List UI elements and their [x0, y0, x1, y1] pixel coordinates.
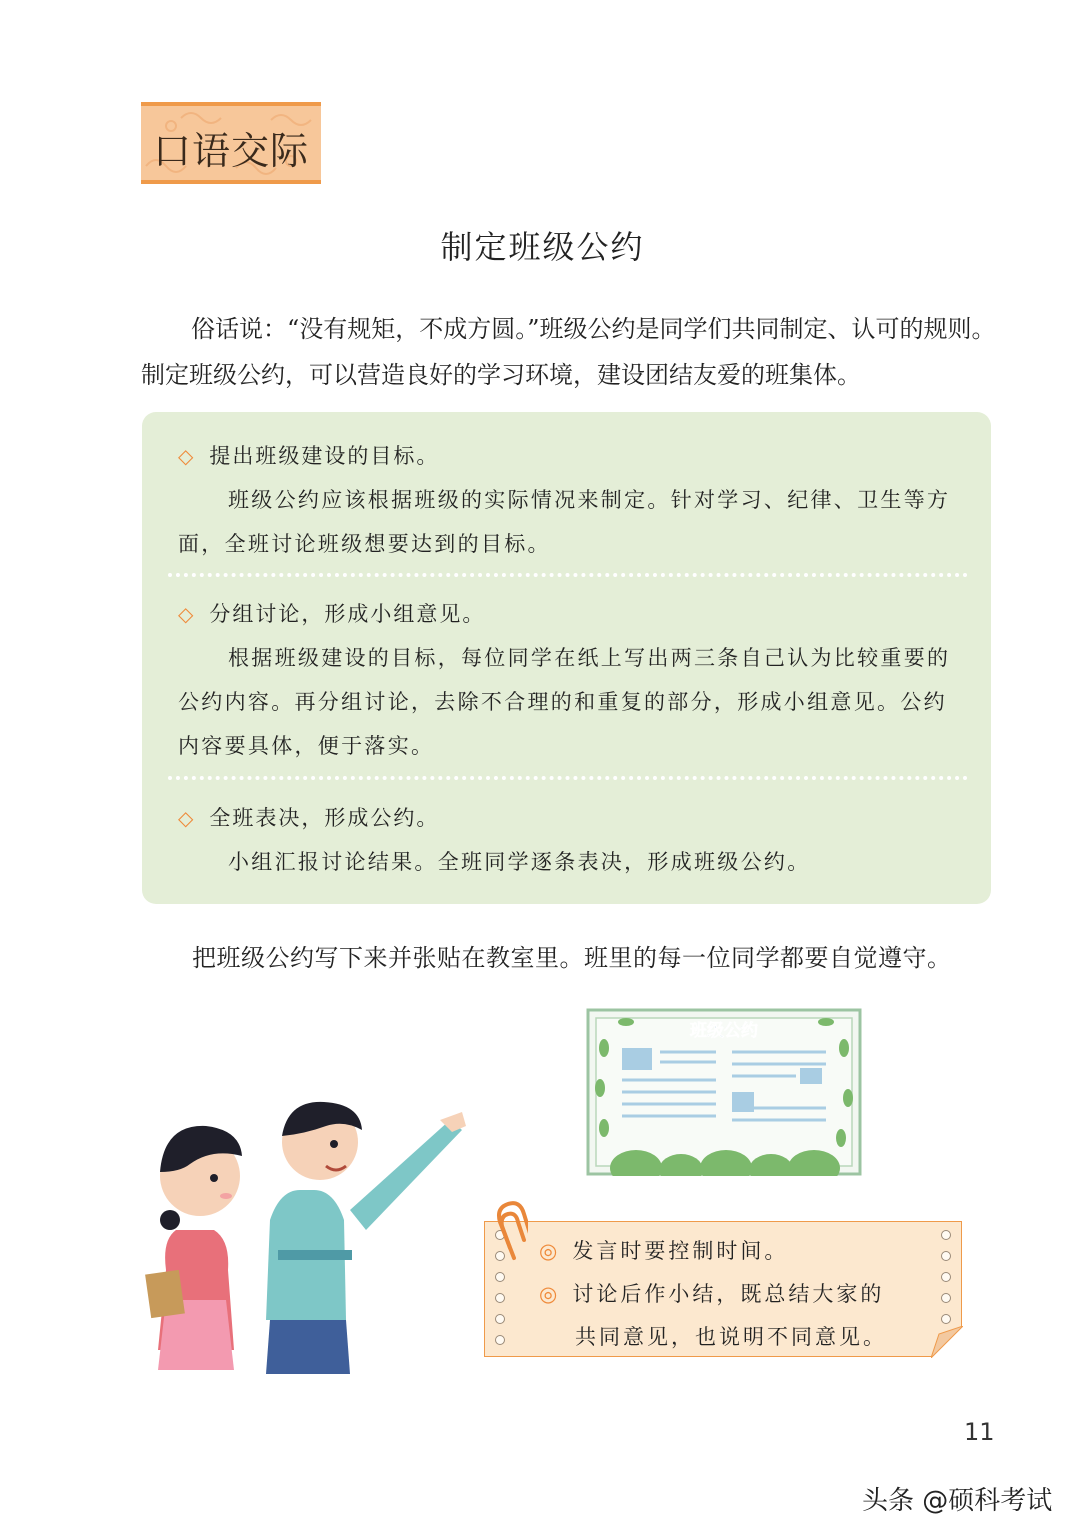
dotted-divider [168, 776, 968, 780]
dotted-divider [168, 573, 968, 577]
post-note: 把班级公约写下来并张贴在教室里。班里的每一位同学都要自觉遵守。 [192, 944, 952, 972]
step-body: 根据班级建设的目标，每位同学在纸上写出两三条自己认为比较重要的公约内容。再分组讨论，去除不合理的和重复的部分，形成小组意见。公约内容要具体，便于落实。 [178, 646, 951, 758]
hole-icon [941, 1251, 951, 1261]
paperclip-icon [494, 1200, 528, 1262]
tip-item-continued: 共同意见，也说明不同意见。 [575, 1325, 887, 1349]
tip-item: ◎ 讨论后作小结，既总结大家的 [539, 1282, 885, 1306]
hole-icon [495, 1314, 505, 1324]
hole-icon [941, 1293, 951, 1303]
diamond-bullet-icon: ◇ [178, 444, 196, 468]
hole-icon [941, 1272, 951, 1282]
step-2 [178, 592, 968, 768]
section-tag [141, 102, 321, 184]
page-number: 11 [964, 1418, 995, 1446]
double-circle-bullet-icon: ◎ [539, 1282, 561, 1306]
diamond-bullet-icon: ◇ [178, 602, 196, 626]
diamond-bullet-icon: ◇ [178, 806, 196, 830]
step-heading: ◇ 提出班级建设的目标。 [178, 444, 440, 468]
step-1 [178, 434, 968, 566]
step-body: 班级公约应该根据班级的实际情况来制定。针对学习、纪律、卫生等方面，全班讨论班级想要达到的目标。 [178, 488, 951, 556]
hole-icon [941, 1230, 951, 1240]
intro-paragraph: 俗话说：“没有规矩，不成方圆。”班级公约是同学们共同制定、认可的规则。制定班级公约，可以营造良好的学习环境，建设团结友爱的班集体。 [141, 315, 996, 389]
page-title: 制定班级公约 [440, 228, 645, 266]
class-rules-poster [586, 1008, 862, 1176]
section-tag-label: 口语交际 [152, 129, 309, 173]
poster-title: 班级公约 [690, 1021, 758, 1041]
binder-holes-right [941, 1230, 955, 1335]
tip-item: ◎ 发言时要控制时间。 [539, 1239, 789, 1263]
watermark: 头条 @硕科考试 [862, 1486, 1053, 1516]
hole-icon [495, 1293, 505, 1303]
tips-note-card [484, 1221, 962, 1357]
folded-corner-icon [931, 1326, 963, 1358]
hole-icon [495, 1272, 505, 1282]
hole-icon [495, 1335, 505, 1345]
step-heading: ◇ 分组讨论，形成小组意见。 [178, 602, 486, 626]
students-illustration-icon [140, 1100, 480, 1375]
step-heading: ◇ 全班表决，形成公约。 [178, 806, 440, 830]
step-3 [178, 796, 968, 884]
step-body: 小组汇报讨论结果。全班同学逐条表决，形成班级公约。 [228, 850, 811, 874]
poster-illustration-icon [586, 1008, 862, 1176]
double-circle-bullet-icon: ◎ [539, 1239, 561, 1263]
steps-panel [142, 412, 991, 904]
hole-icon [941, 1314, 951, 1324]
students-illustration [140, 1100, 480, 1375]
